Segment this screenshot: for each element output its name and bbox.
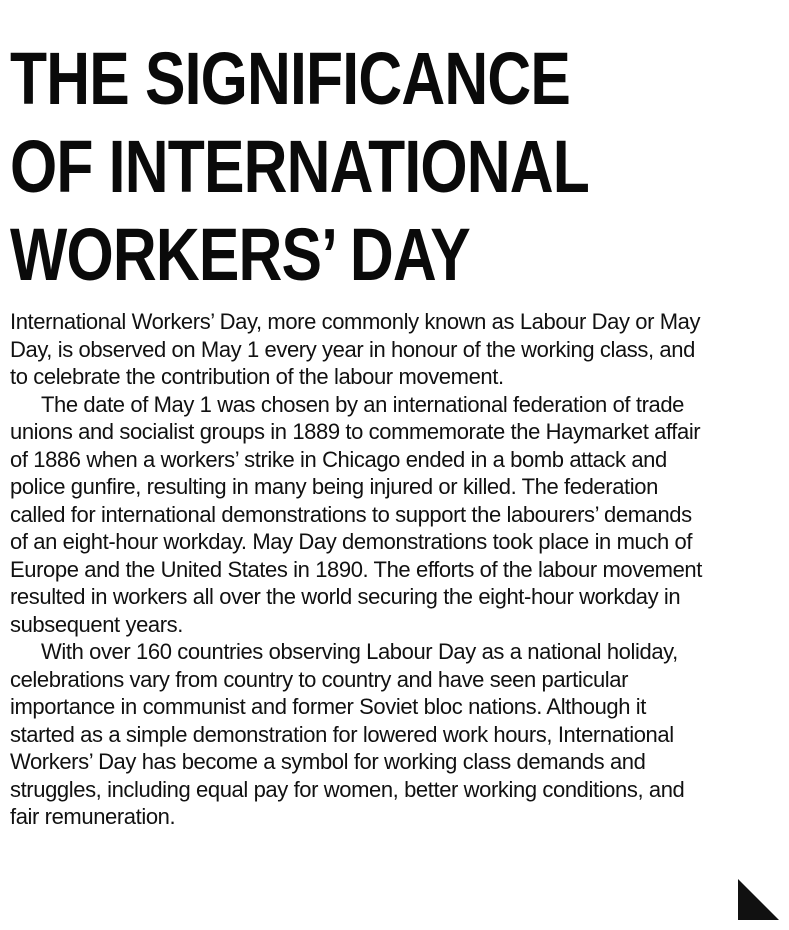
- title-line-1: THE SIGNIFICANCE: [10, 37, 570, 120]
- paragraph-3: With over 160 countries observing Labour Day as a national holiday, celebrations vary from country to country and have seen particular importance in communist and former Soviet bloc nations. Although it started as a simple demonstration for lowered work hours, International Workers’ Day has become a symbol for working class demands and struggles, including equal pay for women, better working conditions, and fair remuneration.: [10, 639, 685, 829]
- title-line-3: WORKERS’ DAY: [10, 213, 470, 296]
- article-body: [10, 308, 710, 831]
- triangle-end-mark-icon: [738, 879, 779, 920]
- title-line-2: OF INTERNATIONAL: [10, 125, 590, 208]
- triangle-shape: [738, 879, 779, 920]
- paragraph-2: The date of May 1 was chosen by an international federation of trade unions and socialist groups in 1889 to commemorate the Haymarket affair of 1886 when a workers’ strike in Chicago ended in a bomb attack and police gunfire, resulting in many being injured or killed. The federation called for international demonstrations to support the labourers’ demands of an eight-hour workday. May Day demonstrations took place in much of Europe and the United States in 1890. The efforts of the labour movement resulted in workers all over the world securing the eight-hour workday in subsequent years.: [10, 391, 702, 637]
- paragraph-1: International Workers’ Day, more commonly known as Labour Day or May Day, is observed on May 1 every year in honour of the working class, and to celebrate the contribution of the labour movement.: [10, 309, 701, 389]
- article-title: [10, 35, 633, 299]
